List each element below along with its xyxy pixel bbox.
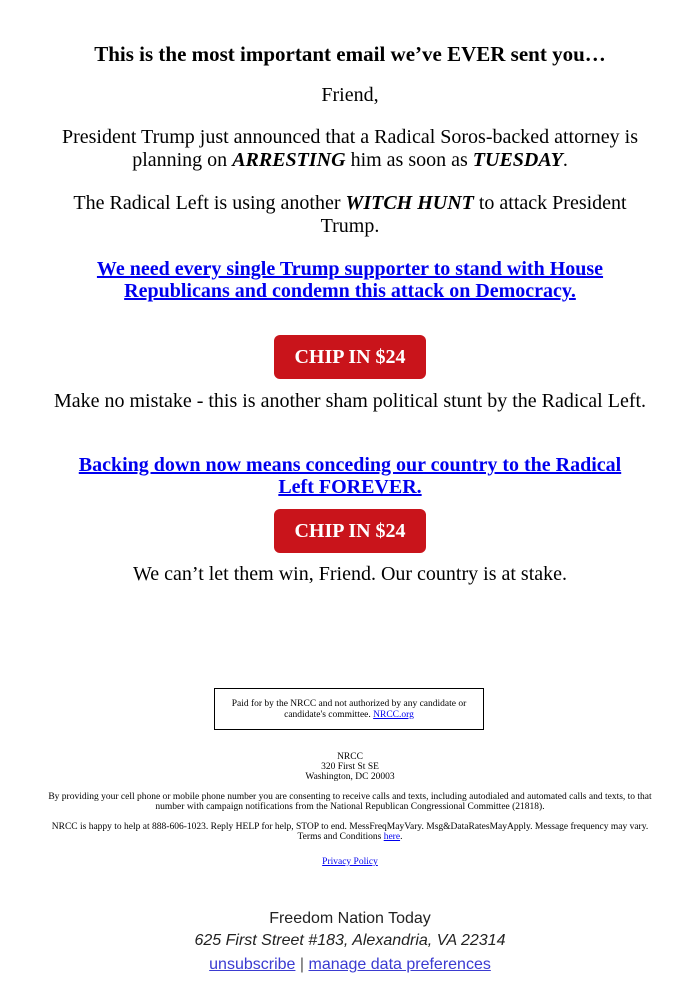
paragraph-text: him as soon as xyxy=(345,149,473,171)
unsubscribe-link[interactable]: unsubscribe xyxy=(209,956,296,973)
paragraph-sham: Make no mistake - this is another sham political stunt by the Radical Left. xyxy=(53,390,647,412)
email-headline: This is the most important email we’ve EVER sent you… xyxy=(94,42,606,66)
org-name: NRCC xyxy=(337,752,363,762)
chip-in-button-2[interactable]: CHIP IN $24 xyxy=(274,509,426,553)
backing-down-link[interactable]: Backing down now means conceding our country to the Radical Left FOREVER. xyxy=(78,454,622,498)
footer-links xyxy=(0,956,700,974)
stand-with-link[interactable]: We need every single Trump supporter to stand with House Republicans and condemn this attack on Democracy. xyxy=(96,258,604,302)
mailing-address xyxy=(40,752,660,782)
paragraph-closing: We can’t let them win, Friend. Our country is at stake. xyxy=(132,563,568,585)
emphasis-witch-hunt: WITCH HUNT xyxy=(345,192,474,214)
privacy-policy-link[interactable]: Privacy Policy xyxy=(322,857,378,867)
city-address: Washington, DC 20003 xyxy=(305,772,395,782)
footer-sender-address: 625 First Street #183, Alexandria, VA 22314 xyxy=(194,932,506,949)
paragraph-witch-hunt xyxy=(50,192,650,238)
cta-link-backing-down xyxy=(60,454,640,498)
sms-consent-text: By providing your cell phone or mobile phone number you are consenting to receive calls and texts, including autodialed and automated calls and texts, to that number with campaign notifications from the National Republican Congressional Committee (21818). xyxy=(48,792,652,812)
street-address: 320 First St SE xyxy=(321,762,379,772)
emphasis-arresting: ARRESTING xyxy=(232,149,346,171)
paragraph-text: to attack President Trump. xyxy=(320,192,627,237)
help-text xyxy=(40,822,660,842)
footer-separator: | xyxy=(299,956,305,973)
nrcc-link[interactable]: NRCC.org xyxy=(373,710,414,720)
manage-preferences-link[interactable]: manage data preferences xyxy=(308,956,491,973)
paid-for-disclaimer xyxy=(214,688,484,730)
footer-sender-name: Freedom Nation Today xyxy=(269,910,431,927)
greeting: Friend, xyxy=(321,84,379,106)
help-end: . xyxy=(400,832,403,842)
emphasis-tuesday: TUESDAY xyxy=(472,149,563,171)
paragraph-text: President Trump just announced that a Radical Soros-backed attorney is planning on xyxy=(61,126,638,171)
cta-link-stand-with xyxy=(70,258,630,302)
terms-here-link[interactable]: here xyxy=(383,832,401,842)
help-body: NRCC is happy to help at 888-606-1023. Reply HELP for help, STOP to end. MessFreqMayVary. Msg&DataRatesMayApply. Message frequency may vary. Terms and Conditions xyxy=(51,822,649,842)
disclaimer-text: Paid for by the NRCC and not authorized by any candidate or candidate's committee. xyxy=(231,699,467,720)
chip-in-button-1[interactable]: CHIP IN $24 xyxy=(274,335,426,379)
paragraph-arrest xyxy=(50,126,650,172)
paragraph-text: . xyxy=(562,149,568,171)
paragraph-text: The Radical Left is using another xyxy=(73,192,346,214)
privacy-row xyxy=(40,857,660,867)
